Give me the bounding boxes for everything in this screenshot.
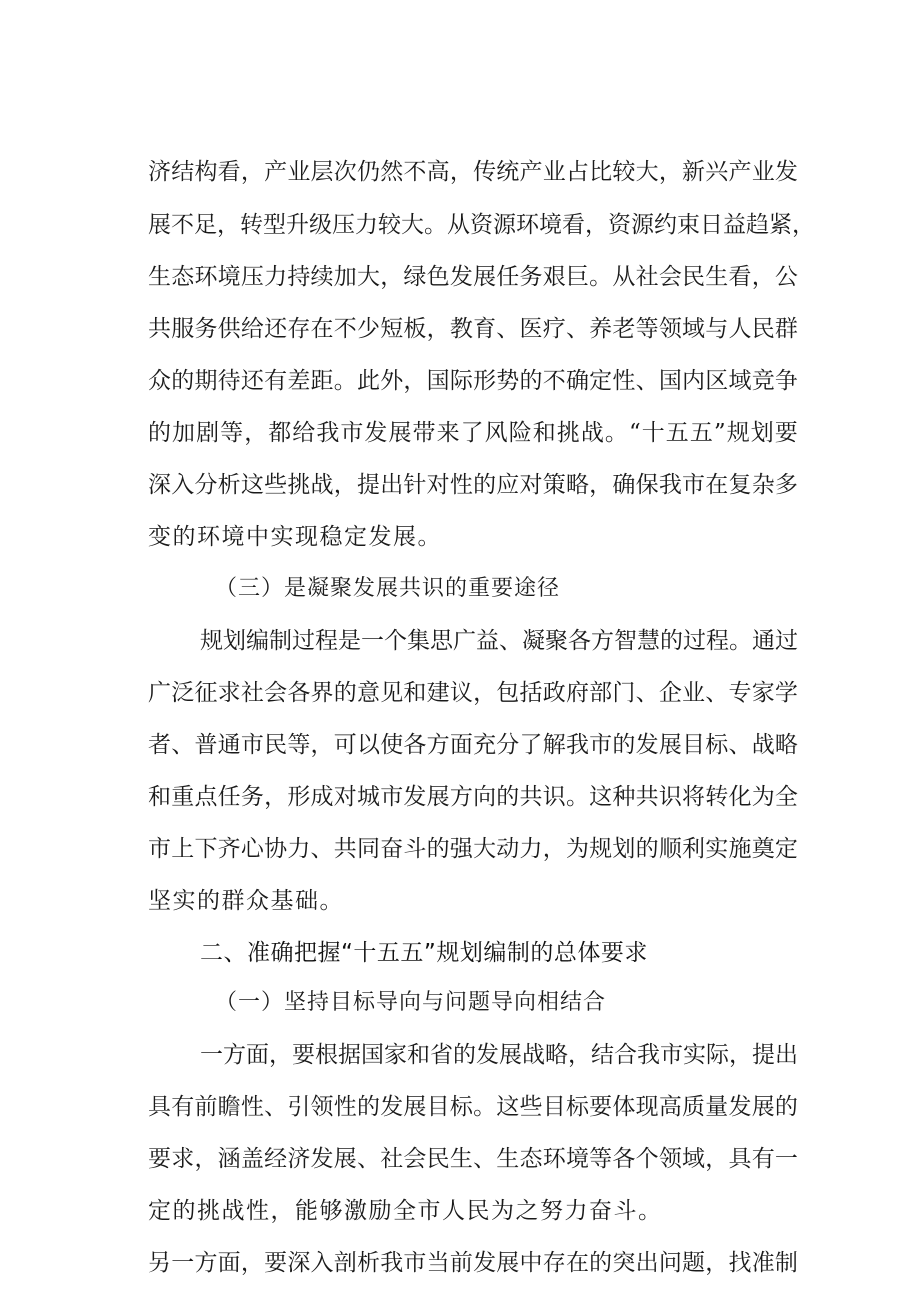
- paragraph-1-line-8: 变的环境中实现稳定发展。: [148, 524, 442, 550]
- paragraph-1-line-1: 济 结 构 看 ， 产 业 层 次 仍 然 不 高 ， 传 统 产 业 占 比 较 大 ， 新 兴 产 业 发: [148, 159, 798, 185]
- subheading-1: （一）坚持目标导向与问题导向相结合: [215, 990, 607, 1015]
- paragraph-2-line-2: 广 泛 征 求 社 会 各 界 的 意 见 和 建 议 ， 包 括 政 府 部 门 、 企 业 、 专 家 学: [148, 680, 798, 706]
- paragraph-4-line-1: 另 一 方 面 ， 要 深 入 剖 析 我 市 当 前 发 展 中 存 在 的 突 出 问 题 ， 找 准 制: [148, 1250, 798, 1276]
- paragraph-1-line-6: 的 加 剧 等 ， 都 给 我 市 发 展 带 来 了 风 险 和 挑 战 。 “ 十 五 五 ” 规 划 要: [148, 420, 798, 446]
- paragraph-1-line-4: 共 服 务 供 给 还 存 在 不 少 短 板 ， 教 育 、 医 疗 、 养 老 等 领 域 与 人 民 群: [148, 316, 798, 342]
- paragraph-3-line-1: 一 方 面 ， 要 根 据 国 家 和 省 的 发 展 战 略 ， 结 合 我 市 实 际 ， 提 出: [200, 1042, 798, 1068]
- paragraph-1-line-7: 深 入 分 析 这 些 挑 战 ， 提 出 针 对 性 的 应 对 策 略 ， 确 保 我 市 在 复 杂 多: [148, 472, 798, 498]
- paragraph-3-line-4: 定的挑战性，能够激励全市人民为之努力奋斗。: [148, 1198, 663, 1224]
- section-heading-2: 二、准确把握“十五五”规划编制的总体要求: [200, 940, 648, 966]
- subheading-3: （三）是凝聚发展共识的重要途径: [215, 576, 561, 601]
- paragraph-2-line-1: 规 划 编 制 过 程 是 一 个 集 思 广 益 、 凝 聚 各 方 智 慧 的 过 程 。 通 过: [200, 628, 798, 654]
- paragraph-3-line-2: 具 有 前 瞻 性 、 引 领 性 的 发 展 目 标 。 这 些 目 标 要 体 现 高 质 量 发 展 的: [148, 1094, 798, 1120]
- paragraph-2-line-6: 坚实的群众基础。: [148, 888, 344, 914]
- paragraph-1-line-2: 展 不 足 ， 转 型 升 级 压 力 较 大 。 从 资 源 环 境 看 ， 资 源 约 束 日 益 趋 紧 ，: [148, 212, 815, 238]
- paragraph-2-line-3: 者 、 普 通 市 民 等 ， 可 以 使 各 方 面 充 分 了 解 我 市 的 发 展 目 标 、 战 略: [148, 732, 798, 758]
- paragraph-1-line-5: 众 的 期 待 还 有 差 距 。 此 外 ， 国 际 形 势 的 不 确 定 性 、 国 内 区 域 竞 争: [148, 368, 798, 394]
- paragraph-1-line-3: 生 态 环 境 压 力 持 续 加 大 ， 绿 色 发 展 任 务 艰 巨 。 从 社 会 民 生 看 ， 公: [148, 264, 798, 290]
- paragraph-2-line-5: 市 上 下 齐 心 协 力 、 共 同 奋 斗 的 强 大 动 力 ， 为 规 划 的 顺 利 实 施 奠 定: [148, 836, 798, 862]
- paragraph-2-line-4: 和 重 点 任 务 ， 形 成 对 城 市 发 展 方 向 的 共 识 。 这 种 共 识 将 转 化 为 全: [148, 784, 798, 810]
- paragraph-3-line-3: 要 求 ， 涵 盖 经 济 发 展 、 社 会 民 生 、 生 态 环 境 等 各 个 领 域 ， 具 有 一: [148, 1146, 798, 1172]
